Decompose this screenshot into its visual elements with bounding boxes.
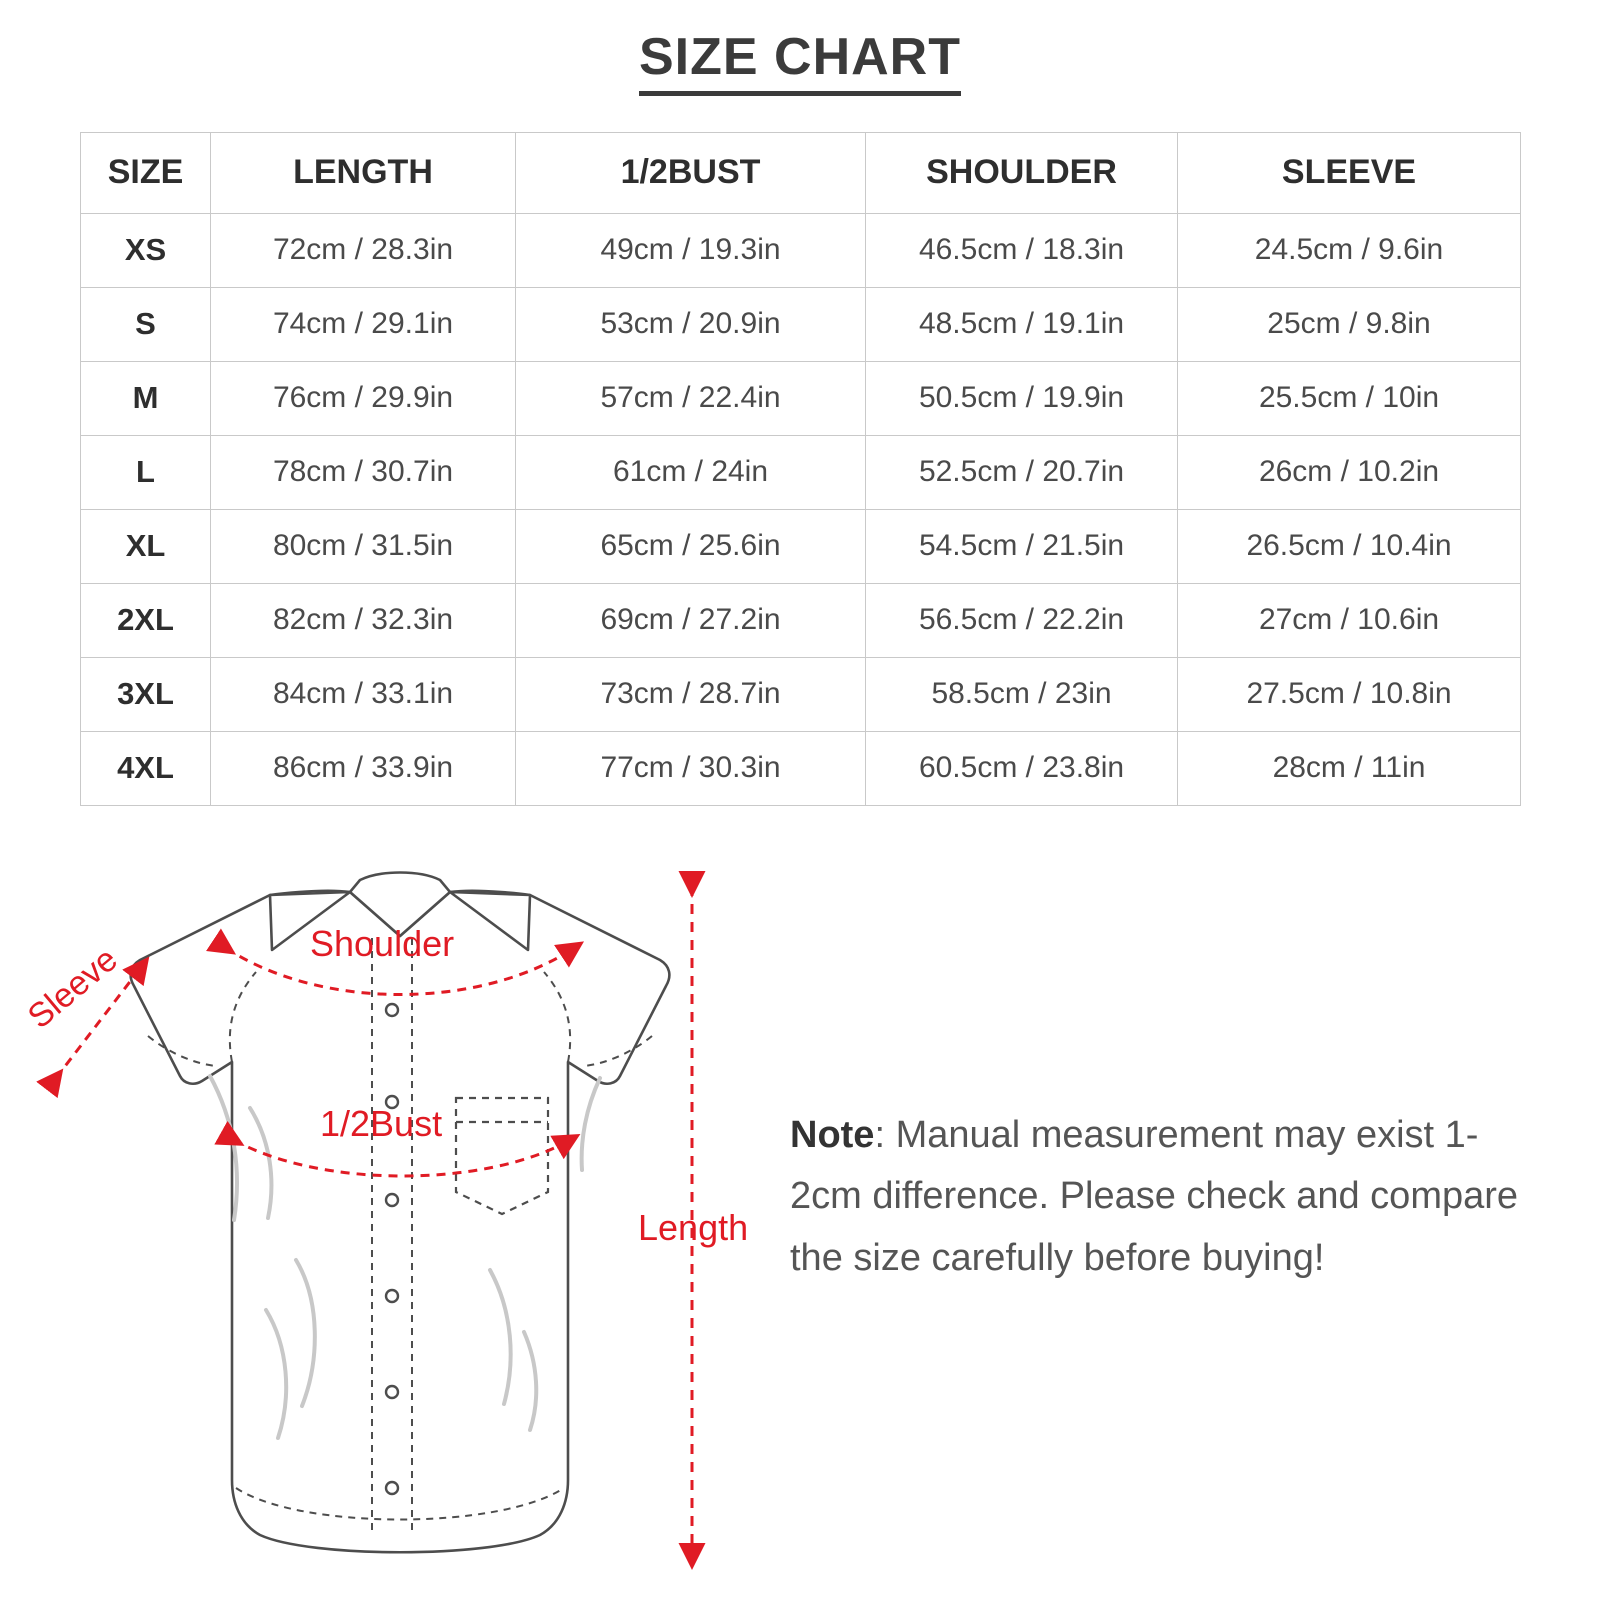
cell-size: XS bbox=[81, 213, 211, 287]
measurement-guide-section bbox=[0, 840, 1600, 1610]
cell-size: 3XL bbox=[81, 657, 211, 731]
cell-length: 84cm / 33.1in bbox=[211, 657, 516, 731]
table-row bbox=[81, 287, 1521, 361]
cell-half-bust: 73cm / 28.7in bbox=[516, 657, 866, 731]
cell-length: 78cm / 30.7in bbox=[211, 435, 516, 509]
shirt-measurement-diagram bbox=[20, 840, 780, 1600]
cell-half-bust: 53cm / 20.9in bbox=[516, 287, 866, 361]
cell-size: 4XL bbox=[81, 731, 211, 805]
table-row bbox=[81, 731, 1521, 805]
cell-sleeve: 26cm / 10.2in bbox=[1178, 435, 1521, 509]
note-body: : Manual measurement may exist 1-2cm difference. Please check and compare the size carefully before buying! bbox=[790, 1113, 1519, 1279]
cell-sleeve: 27cm / 10.6in bbox=[1178, 583, 1521, 657]
cell-length: 80cm / 31.5in bbox=[211, 509, 516, 583]
table-row bbox=[81, 435, 1521, 509]
cell-length: 86cm / 33.9in bbox=[211, 731, 516, 805]
sleeve-label: Sleeve bbox=[20, 939, 125, 1036]
cell-shoulder: 52.5cm / 20.7in bbox=[866, 435, 1178, 509]
cell-shoulder: 48.5cm / 19.1in bbox=[866, 287, 1178, 361]
half-bust-label: 1/2Bust bbox=[320, 1102, 443, 1144]
table-row bbox=[81, 213, 1521, 287]
cell-sleeve: 27.5cm / 10.8in bbox=[1178, 657, 1521, 731]
cell-shoulder: 50.5cm / 19.9in bbox=[866, 361, 1178, 435]
column-header-sleeve: SLEEVE bbox=[1178, 132, 1521, 213]
cell-length: 74cm / 29.1in bbox=[211, 287, 516, 361]
size-chart-table bbox=[80, 132, 1521, 806]
column-header-half-bust: 1/2BUST bbox=[516, 132, 866, 213]
table-row bbox=[81, 583, 1521, 657]
cell-sleeve: 25.5cm / 10in bbox=[1178, 361, 1521, 435]
cell-size: S bbox=[81, 287, 211, 361]
column-header-shoulder: SHOULDER bbox=[866, 132, 1178, 213]
cell-size: 2XL bbox=[81, 583, 211, 657]
table-row bbox=[81, 361, 1521, 435]
cell-size: XL bbox=[81, 509, 211, 583]
cell-length: 76cm / 29.9in bbox=[211, 361, 516, 435]
cell-shoulder: 58.5cm / 23in bbox=[866, 657, 1178, 731]
page-title: SIZE CHART bbox=[639, 30, 961, 96]
cell-size: M bbox=[81, 361, 211, 435]
column-header-size: SIZE bbox=[81, 132, 211, 213]
table-row bbox=[81, 657, 1521, 731]
page-title-container bbox=[0, 0, 1600, 96]
cell-half-bust: 49cm / 19.3in bbox=[516, 213, 866, 287]
note-prefix: Note bbox=[790, 1113, 875, 1156]
cell-half-bust: 65cm / 25.6in bbox=[516, 509, 866, 583]
table-header-row bbox=[81, 132, 1521, 213]
cell-sleeve: 26.5cm / 10.4in bbox=[1178, 509, 1521, 583]
cell-shoulder: 54.5cm / 21.5in bbox=[866, 509, 1178, 583]
length-label: Length bbox=[638, 1206, 749, 1248]
cell-shoulder: 46.5cm / 18.3in bbox=[866, 213, 1178, 287]
cell-length: 82cm / 32.3in bbox=[211, 583, 516, 657]
size-chart-table-container bbox=[80, 132, 1520, 806]
shirt-outline bbox=[131, 890, 670, 1551]
column-header-length: LENGTH bbox=[211, 132, 516, 213]
cell-length: 72cm / 28.3in bbox=[211, 213, 516, 287]
cell-half-bust: 69cm / 27.2in bbox=[516, 583, 866, 657]
cell-half-bust: 57cm / 22.4in bbox=[516, 361, 866, 435]
cell-sleeve: 28cm / 11in bbox=[1178, 731, 1521, 805]
cell-half-bust: 77cm / 30.3in bbox=[516, 731, 866, 805]
cell-shoulder: 56.5cm / 22.2in bbox=[866, 583, 1178, 657]
cell-size: L bbox=[81, 435, 211, 509]
cell-sleeve: 25cm / 9.8in bbox=[1178, 287, 1521, 361]
measurement-note bbox=[790, 1105, 1530, 1290]
cell-shoulder: 60.5cm / 23.8in bbox=[866, 731, 1178, 805]
table-body bbox=[81, 213, 1521, 805]
table-row bbox=[81, 509, 1521, 583]
cell-half-bust: 61cm / 24in bbox=[516, 435, 866, 509]
cell-sleeve: 24.5cm / 9.6in bbox=[1178, 213, 1521, 287]
table-head bbox=[81, 132, 1521, 213]
shoulder-label: Shoulder bbox=[310, 922, 455, 964]
